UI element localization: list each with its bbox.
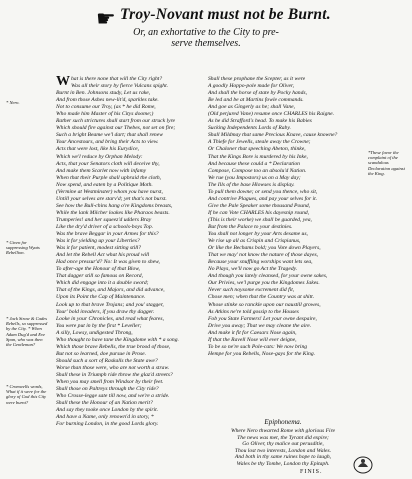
poem-line: As Atkins ne're told gossip to the Houses xyxy=(208,308,299,315)
poem-line: Should such a sort of Raskalls the State awe? xyxy=(56,357,158,364)
poem-line: To after-age the Honour of that Blow, xyxy=(56,266,140,273)
poem-line: Was the brave Beggar in your Armes for this? xyxy=(56,231,159,238)
poem-line: Or Chaloner that speeching Abeton, thinke, xyxy=(208,146,306,153)
poem-line: And make them Scarlet now with infamy xyxy=(56,167,147,174)
poem-line: And from those Ashes new-lit'd, sparkles take. xyxy=(56,97,159,104)
poem-line: Rather such strictures shall start from our struck lyre xyxy=(56,118,176,125)
poem-line: Shall these the Honour of an Nation merit? xyxy=(56,400,153,407)
poem-line: Because your snuffling worships want lets sea, xyxy=(208,259,313,266)
poem-line: For burning London, in the good Lords glory. xyxy=(56,421,159,428)
poem-line: Chose men; when that the Country was at shitt. xyxy=(208,294,315,301)
poem-line: Who Crosse-legge sate till now, and we're a stride. xyxy=(56,393,170,400)
poem-line: Was it for patient, modest sitting still? xyxy=(56,245,142,252)
poem-line: Shall Mildmay that same Precious Knave, cause knowne? xyxy=(208,132,338,139)
poem-line: Which we'l reduce by Orphan Melody: xyxy=(56,153,143,160)
poem-line: Or like the Bechams bold; you Vote down Players, xyxy=(208,245,321,252)
poem-line: Now spend, and eaten by a Politique Moth. xyxy=(56,181,153,188)
marginal-note: *These favor the complaint of the scandalous Declaration against the King. xyxy=(368,150,405,176)
poem-line: Shall these prophane the Scepter, as it were xyxy=(208,76,306,82)
epilogue-line: Thou lost two interests, London and Wales. xyxy=(234,447,332,454)
poem-line: That of the Kings, and Majors, and did advance, xyxy=(56,287,165,294)
poem-line: While the lank Milcher loakes like Pharaos beasts. xyxy=(56,209,170,216)
poem-line: The Ills of the base Hlowses is display. xyxy=(208,181,295,188)
epilogue-line: The news was met, the Tyrant did expire; xyxy=(237,434,329,441)
poem-line: When you may smell from Windsor by their feet. xyxy=(56,379,164,386)
poem-line: And though you lately cleansed, for your owne sakes, xyxy=(208,273,328,280)
poem-line: A Thiefe for Jewells, steale away the Crowne; xyxy=(208,139,311,146)
poem-line: Was it for yielding up your Liberties? xyxy=(56,238,140,245)
poem-line: Drive you away; That we may cleane the aire. xyxy=(208,322,312,329)
poem-line: And let the Rebell Act what his proud will xyxy=(56,252,150,259)
subtitle-line: serve themselves. xyxy=(171,38,241,49)
poem-line: But from the Palace to your destinies. xyxy=(208,223,293,230)
poem-line: Not to consume our Troy, (as * he did Rome, xyxy=(56,104,156,111)
epilogue-line: Go Oliver, thy malice out perusditie, xyxy=(242,441,324,448)
poem-line: Who made him Master of his Citys doome;) xyxy=(56,111,154,118)
poem-line: Worse than those were, who are not worth a straw. xyxy=(56,364,170,371)
subtitle-line: Or, an exhortative to the City to pre- xyxy=(133,27,279,38)
poem-line: (This is their worke) we shall be guarded, yea, xyxy=(208,216,312,223)
poem-line: A silly, Lowsy, undigested Throng, xyxy=(56,329,133,336)
poem-line: Shall these in Triumph ride throw the glaz'd streets? xyxy=(56,371,173,378)
poem-line: And goe as Gingerly as he; shall Vane, xyxy=(208,104,296,111)
marginal-note: * Jack Straw & Cades Rebells, so suppressed by the City. * When Adam Dug'd and Eve Span, who was then the Gentleman? xyxy=(6,316,48,348)
poem-line: If he can Vote CHARLES his dayesnip round, xyxy=(208,209,310,216)
epilogue-line: And both in thy same ruines hope to laugh, xyxy=(234,454,332,461)
poem-line: Be led and be at Martins fowle commands. xyxy=(208,97,304,104)
poem-column-left xyxy=(56,76,204,428)
poem-line: No Plays, we'll now go Act the Tragedy. xyxy=(208,266,298,273)
poem-line: Which did engage into it a double sword; xyxy=(56,280,149,287)
poem-line: What is there none that will the City right? xyxy=(56,74,163,89)
poem-line: Never such noysome excrement did fit, xyxy=(208,287,295,294)
poem-line: Was all their story by fierce Vulcans spight. xyxy=(71,83,169,90)
poem-line: Which should fire against our Thebes, not set on fire; xyxy=(56,125,176,132)
poem-line: Hempe for you Rebells, Nose-gays for the King. xyxy=(208,350,316,357)
poem-line: To pull them downe; or send you thence, who sit, xyxy=(208,188,318,195)
poem-line: Shall those on Paltreys through the City ride? xyxy=(56,386,159,393)
poem-line: If that the Ravell Nose will ever deigne, xyxy=(208,336,297,343)
poem-line: Sucking Independents Lords of Raby. xyxy=(208,125,291,132)
poem-line: And because these could a * Declaration xyxy=(208,160,300,167)
marginal-note: * Nero. xyxy=(6,100,20,105)
page-title: Troy-Novant must not be Burnt. xyxy=(120,6,331,23)
poem-line: Looke in your Chronicles, and read what feares, xyxy=(56,315,164,322)
poem-line: And have a Name, only renown'd in story, * xyxy=(56,414,154,421)
poem-line: Compose, Compose too an absolu'd Nation. xyxy=(208,167,307,174)
poem-line: Look up to that brave Trojans; and you' stagger, xyxy=(56,301,164,308)
poem-line: Acts, that your Senators cloth will deceive thy, xyxy=(56,160,160,167)
poem-line: When that their Purple shall upbraid the cloth, xyxy=(56,174,162,181)
poem-line: To be so ne're such Pole-cats: We now bring xyxy=(208,343,308,350)
poem-line: Your' bold invaders, if you draw thy dagger. xyxy=(56,308,155,315)
poem-line: Whose stinke so ranckle upon our naustill growes, xyxy=(208,301,321,308)
poem-line: Untill your selves are starv'd; yet that's not burst. xyxy=(56,195,167,202)
finis-label: FINIS. xyxy=(300,469,323,475)
poem-line: Acts that were lost, like his Eurydice, xyxy=(56,146,140,153)
poem-line: You were put in by the first * Leveller; xyxy=(56,322,142,329)
poem-line: As he did Strafford's head. To make his Babies xyxy=(208,118,312,125)
poem-line: And shall the horse of state by Pocky hands, xyxy=(208,90,307,97)
poem-line: Trumperies! and her squeez'd udders Bray xyxy=(56,216,152,223)
poem-line: We rise up all as Crispin and Crispianus, xyxy=(208,238,301,245)
epilogue-title: Epiphonema. xyxy=(264,418,302,426)
epilogue-line: Wales be thy Tombe, London thy Epitaph. xyxy=(236,460,330,467)
poem-line: We rue (you Impostors) us on a May day; xyxy=(208,174,301,181)
subtitle xyxy=(0,27,412,49)
poem-line: That the Kings Bore is murdered by his Inke, xyxy=(208,153,308,160)
poem-line: Which those brave Rebells, the true brood of those, xyxy=(56,343,171,350)
poem-line: Your Ancestours, and bring their Acts to view. xyxy=(56,139,159,146)
poem-column-right xyxy=(208,76,358,358)
poem-line: You shall not longer by your Arts desame us, xyxy=(208,231,308,238)
poem-line: And contrive Plagues, and pay your selves for it. xyxy=(208,195,318,202)
poem-line: That we may' not know the nature of those dayes, xyxy=(208,252,319,259)
poem-line: Such a bright Beame we'l dart; that shall renew xyxy=(56,132,163,139)
poem-line: See how the Bull-chins hang o're Kingdoms breasts, xyxy=(56,202,173,209)
poem-line: Burnt in Ben. Johnsons study, Let us rake, xyxy=(56,90,151,97)
poem-line: Like the dry'd driver of a schools-boys Top. xyxy=(56,223,154,230)
poem-line: Upon its Point the Cap of Maintenance. xyxy=(56,294,146,301)
poem-line: A goodly Hoppo-pole made for Oliver, xyxy=(208,83,294,90)
pointing-hand-icon: ☛ xyxy=(96,6,116,31)
poem-line: Our Privies, we'l purge you the Kingdomes Jakes. xyxy=(208,280,320,287)
marginal-note: * Given for suppressing Wyats Rebellion. xyxy=(6,240,40,256)
poem-line: (Vermine at Westminster) whom you have nurst, xyxy=(56,188,163,195)
poem-line: And say they tooke once London by the spirit. xyxy=(56,407,159,414)
poem-line: That dagger still so famous on Record, xyxy=(56,273,143,280)
poem-line: And make it fit for Caesars Nose again, xyxy=(208,329,297,336)
poem-line: Who thought to have tane the Kingdome with * a song. xyxy=(56,336,179,343)
poem-line: But not so learned, doe pursue in Prose. xyxy=(56,350,147,357)
poem-line: Give the Pale Speaker some thousand Pound, xyxy=(208,202,311,209)
epilogue xyxy=(208,418,358,468)
printer-device-icon xyxy=(352,455,374,475)
poem-line: (Old perjured Vane) resume once CHARLES his Raigne. xyxy=(208,111,335,118)
epilogue-line: Where Nero thwarted Rome with glorious Fire xyxy=(230,428,336,434)
poem-line: Had once pressur'd? No: It was given to shew, xyxy=(56,259,160,266)
marginal-note: * Cromwells words, What if it were for the glory of God this City were burnt? xyxy=(6,384,47,405)
poem-line: Fob you State Farmers! Let your owne despaire, xyxy=(208,315,317,322)
